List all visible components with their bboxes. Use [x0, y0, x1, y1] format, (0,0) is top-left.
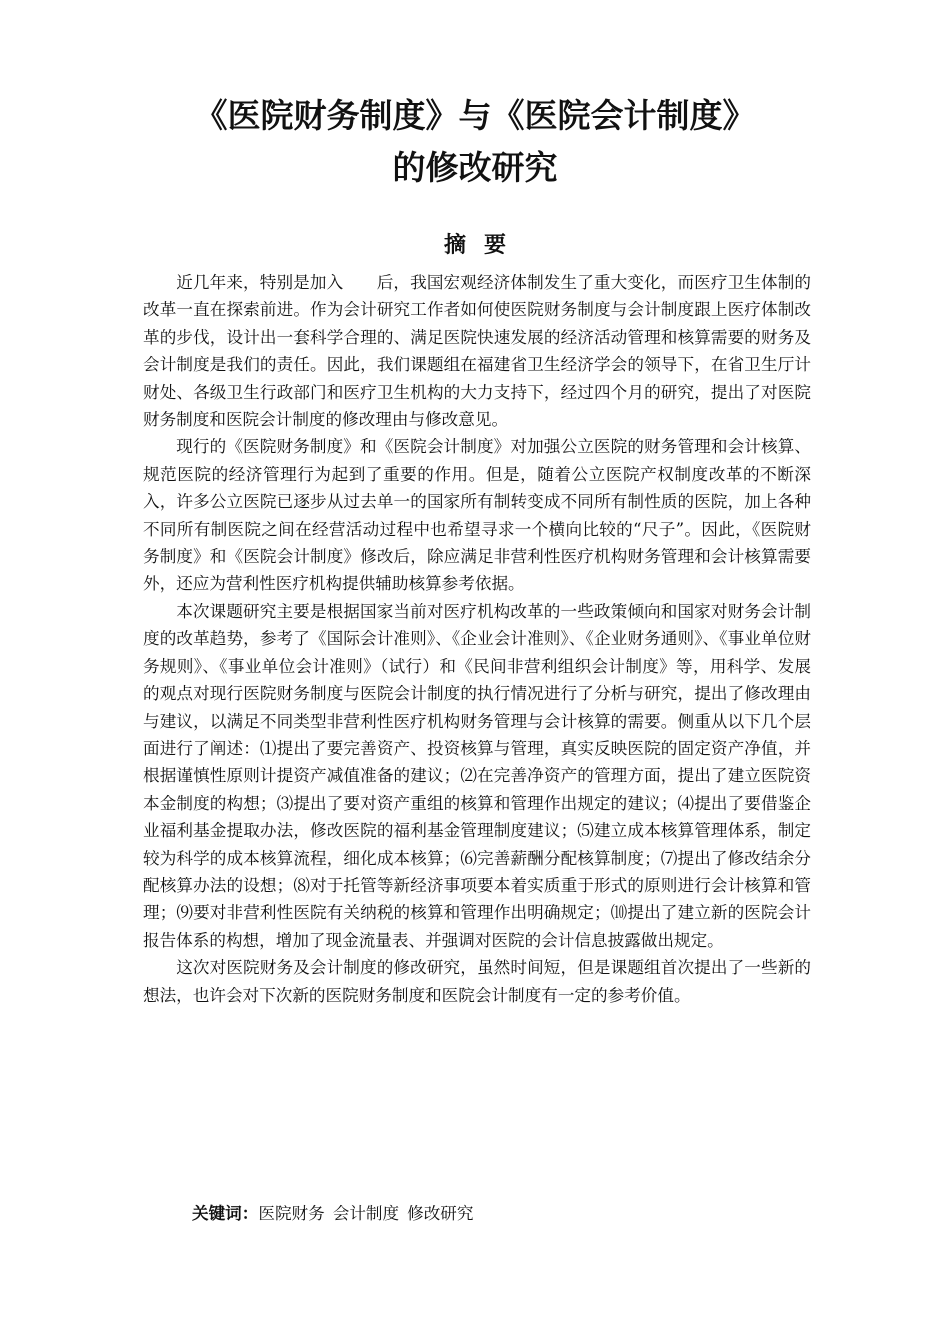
keyword: 会计制度	[332, 1204, 400, 1223]
paragraph: 这次对医院财务及会计制度的修改研究，虽然时间短，但是课题组首次提出了一些新的想法，也许会对下次新的医院财务制度和医院会计制度有一定的参考价值。	[143, 958, 811, 1005]
paragraph: 本次课题研究主要是根据国家当前对医疗机构改革的一些政策倾向和国家对财务会计制度的改革趋势，参考了《国际会计准则》、《企业会计准则》、《企业财务通则》、《事业单位财务规则》、《事业单位会计准则》（试行）和《民间非营利组织会计制度》等，用科学、发展的观点对现行医院财务制度与医院会计制度的执行情况进行了分析与研究，提出了修改理由与建议，以满足不同类型非营利性医疗机构财务管理与会计核算的需要。侧重从以下几个层面进行了阐述：⑴提出了要完善资产、投资核算与管理，真实反映医院的固定资产净值，并根据谨慎性原则计提资产减值准备的建议；⑵在完善净资产的管理方面，提出了建立医院资本金制度的构想；⑶提出了要对资产重组的核算和管理作出规定的建议；⑷提出了要借鉴企业福利基金提取办法，修改医院的福利基金管理制度建议；⑸建立成本核算管理体系，制定较为科学的成本核算流程，细化成本核算；⑹完善薪酬分配核算制度；⑺提出了修改结余分配核算办法的设想；⑻对于托管等新经济事项要本着实质重于形式的原则进行会计核算和管理；⑼要对非营利性医院有关纳税的核算和管理作出明确规定；⑽提出了建立新的医院会计报告体系的构想，增加了现金流量表、并强调对医院的会计信息披露做出规定。	[143, 601, 811, 950]
keywords-label: 关键词：	[192, 1204, 259, 1223]
title-line-1: 《医院财务制度》与《医院会计制度》	[194, 96, 756, 135]
keyword: 修改研究	[407, 1204, 474, 1223]
paragraph: 近几年来，特别是加入 后，我国宏观经济体制发生了重大变化，而医疗卫生体制的改革一直在探索前进。作为会计研究工作者如何使医院财务制度与会计制度跟上医疗体制改革的步伐，设计出一套科学合理的、满足医院快速发展的经济活动管理和核算需要的财务及会计制度是我们的责任。因此，我们课题组在福建省卫生经济学会的领导下，在省卫生厅计财处、各级卫生行政部门和医疗卫生机构的大力支持下，经过四个月的研究，提出了对医院财务制度和医院会计制度的修改理由与修改意见。	[143, 273, 811, 430]
document-title	[0, 92, 950, 192]
title-line-2: 的修改研究	[392, 148, 558, 187]
abstract-body	[143, 269, 811, 1009]
paragraph: 现行的《医院财务制度》和《医院会计制度》对加强公立医院的财务管理和会计核算、规范医院的经济管理行为起到了重要的作用。但是，随着公立医院产权制度改革的不断深入，许多公立医院已逐步从过去单一的国家所有制转变成不同所有制性质的医院，加上各种不同所有制医院之间在经营活动过程中也希望寻求一个横向比较的“尺子”。因此，《医院财务制度》和《医院会计制度》修改后，除应满足非营利性医疗机构财务管理和会计核算需要外，还应为营利性医疗机构提供辅助核算参考依据。	[143, 437, 811, 594]
keyword: 医院财务	[258, 1204, 325, 1223]
keywords-line	[192, 1200, 482, 1228]
abstract-heading: 摘要	[443, 233, 524, 258]
